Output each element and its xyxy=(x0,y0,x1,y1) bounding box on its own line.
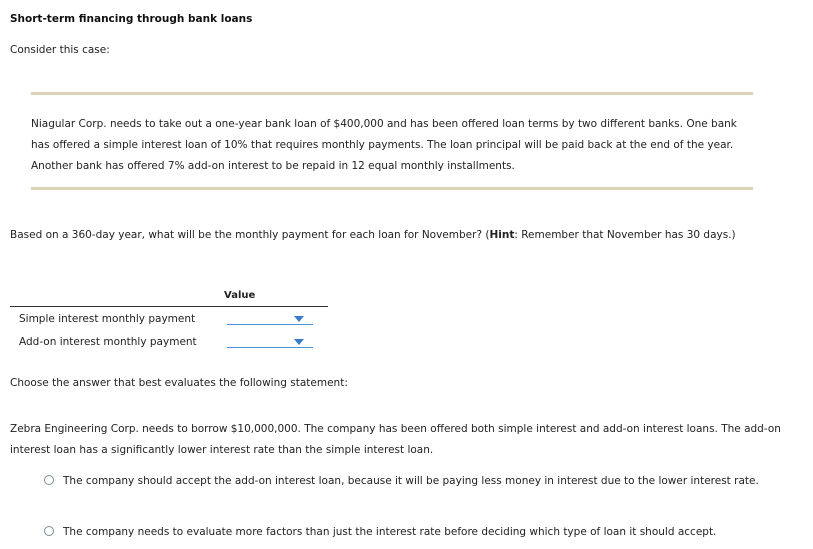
dropdown-arrow-icon xyxy=(294,316,304,322)
radio-button[interactable] xyxy=(44,526,54,536)
page-title: Short-term financing through bank loans xyxy=(10,13,253,25)
option-text: The company needs to evaluate more factors than just the interest rate before deciding which type of loan it should accept. xyxy=(63,526,717,538)
case-text: Niagular Corp. needs to take out a one-year bank loan of $400,000 and has been offered loan terms by two different banks. One bank has offered a simple interest loan of 10% that requires monthly payments. The loan principal will be paid back at the end of the year. Another bank has offered 7% add-on interest to be repaid in 12 equal monthly installments. xyxy=(31,118,737,172)
choose-prompt: Choose the answer that best evaluates the following statement: xyxy=(10,377,348,389)
intro-text: Consider this case: xyxy=(10,44,110,56)
value-column-header: Value xyxy=(224,290,256,301)
option-text: The company should accept the add-on interest loan, because it will be paying less money in interest due to the lower interest rate. xyxy=(63,475,759,487)
question-main: Based on a 360-day year, what will be the monthly payment for each loan for November? ( xyxy=(10,229,490,241)
radio-button[interactable] xyxy=(44,475,54,485)
dropdown-arrow-icon xyxy=(294,339,304,345)
question-text xyxy=(10,229,736,241)
add-on-interest-dropdown[interactable] xyxy=(227,337,313,348)
hint-label: Hint xyxy=(489,229,515,241)
option-evaluate-more-factors[interactable] xyxy=(44,522,784,543)
case-box xyxy=(31,92,753,190)
add-on-interest-label: Add-on interest monthly payment xyxy=(19,336,197,348)
option-add-on-loan[interactable] xyxy=(44,471,784,492)
table-header-rule xyxy=(10,306,328,307)
statement-text: Zebra Engineering Corp. needs to borrow $10,000,000. The company has been offered both simple interest and add-on interest loans. The add-on interest loan has a significantly lower interest rate than the simple interest loan. xyxy=(10,423,781,456)
hint-text: : Remember that November has 30 days.) xyxy=(514,229,736,241)
simple-interest-dropdown[interactable] xyxy=(227,314,313,325)
simple-interest-label: Simple interest monthly payment xyxy=(19,313,196,325)
